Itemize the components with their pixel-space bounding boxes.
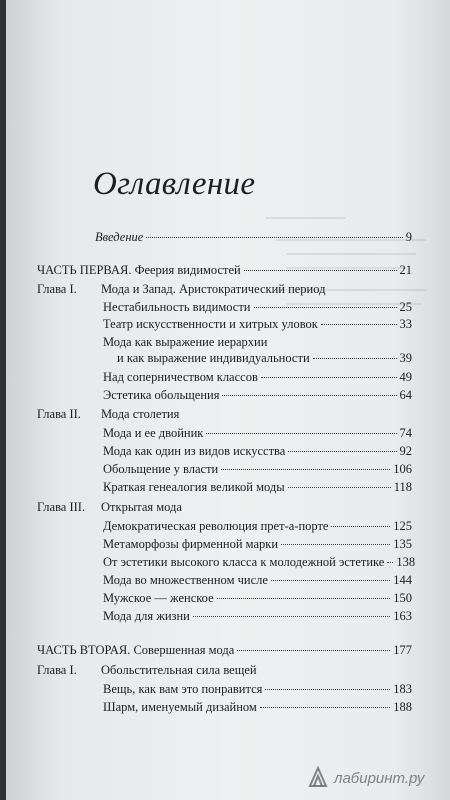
- toc-section: [103, 316, 412, 332]
- chapter-title: Мода столетия: [101, 407, 180, 421]
- leader-dots: [288, 451, 396, 452]
- section-title: Краткая генеалогия великой моды: [103, 480, 285, 494]
- section-title: Демократическая революция прет-а-порте: [103, 519, 329, 533]
- toc-section: [103, 554, 416, 570]
- toc-chapter-1-1: [37, 281, 326, 297]
- toc-section: [103, 369, 412, 385]
- toc-section: [103, 699, 412, 715]
- section-title: Мода во множественном числе: [103, 573, 268, 587]
- chapter-title: Обольстительная сила вещей: [101, 663, 257, 677]
- leader-dots: [254, 307, 397, 308]
- section-page: 125: [393, 519, 412, 533]
- section-title: Мужское — женское: [103, 591, 214, 605]
- section-page: 138: [396, 555, 416, 569]
- chapter-label: Глава III.: [37, 500, 86, 514]
- section-page: 188: [393, 700, 412, 714]
- section-title: Мода и ее двойник: [103, 426, 204, 440]
- toc-part-2: [37, 642, 412, 658]
- toc-section: [103, 572, 412, 588]
- section-page: 64: [399, 388, 412, 402]
- section-title: Эстетика обольщения: [103, 388, 220, 402]
- toc-section: [103, 681, 412, 697]
- section-title-line1: Мода как выражение иерархии: [103, 335, 268, 349]
- section-page: 106: [393, 462, 412, 476]
- leader-dots: [261, 377, 397, 378]
- toc-chapter-1-2: [37, 406, 179, 422]
- leader-dots: [193, 616, 390, 617]
- section-page: 118: [393, 480, 412, 494]
- chapter-title: Мода и Запад. Аристократический период: [101, 282, 326, 296]
- toc-part-title: ЧАСТЬ ВТОРАЯ. Совершенная мода: [37, 643, 235, 657]
- section-page: 150: [393, 591, 412, 605]
- toc-section: [103, 425, 412, 441]
- toc-section: [103, 608, 412, 624]
- toc-part-page: 21: [399, 263, 412, 277]
- toc-chapter-2-1: [37, 662, 257, 678]
- section-page: 135: [393, 537, 412, 551]
- toc-part-1: [37, 262, 412, 278]
- toc-section: [103, 387, 412, 403]
- leader-dots: [281, 544, 390, 545]
- section-page: 49: [399, 370, 412, 384]
- toc-section: [117, 350, 412, 366]
- section-page: 163: [393, 609, 412, 623]
- leader-dots: [146, 237, 402, 238]
- section-page: 74: [399, 426, 412, 440]
- leader-dots: [260, 707, 390, 708]
- leader-dots: [313, 358, 397, 359]
- section-title: Метаморфозы фирменной марки: [103, 537, 279, 551]
- section-title: Обольщение у власти: [103, 462, 219, 476]
- toc-chapter-1-3: [37, 499, 182, 515]
- toc-section: [103, 479, 412, 495]
- leader-dots: [387, 562, 393, 563]
- toc-section: [103, 536, 412, 552]
- toc-section: [103, 443, 412, 459]
- chapter-label: Глава II.: [37, 407, 81, 421]
- section-title: Шарм, именуемый дизайном: [103, 700, 257, 714]
- toc-section: [103, 461, 412, 477]
- section-page: 39: [399, 351, 412, 365]
- section-page: 33: [399, 317, 412, 331]
- leader-dots: [244, 270, 397, 271]
- toc-section: [103, 299, 412, 315]
- section-page: 92: [399, 444, 412, 458]
- section-title: Мода как один из видов искусства: [103, 444, 286, 458]
- leader-dots: [288, 487, 391, 488]
- section-title: От эстетики высокого класса к молодежной эстетике: [103, 555, 385, 569]
- toc-entry-intro: [95, 229, 412, 245]
- leader-dots: [265, 689, 390, 690]
- section-title: Мода для жизни: [103, 609, 190, 623]
- leader-dots: [331, 526, 390, 527]
- leader-dots: [271, 580, 390, 581]
- leader-dots: [217, 598, 391, 599]
- toc-entry-label: Введение: [95, 230, 144, 244]
- section-title-line2: и как выражение индивидуальности: [117, 351, 310, 365]
- toc-entry-page: 9: [405, 230, 412, 244]
- toc-section: [103, 590, 412, 606]
- toc-title: Оглавление: [93, 166, 256, 202]
- section-title: Нестабильность видимости: [103, 300, 251, 314]
- leader-dots: [237, 650, 390, 651]
- watermark-text: лабиринт.ру: [334, 770, 425, 787]
- section-page: 183: [393, 682, 412, 696]
- leader-dots: [222, 395, 396, 396]
- chapter-label: Глава I.: [37, 282, 77, 296]
- section-page: 25: [399, 300, 412, 314]
- leader-dots: [321, 324, 397, 325]
- section-title: Театр искусственности и хитрых уловок: [103, 317, 318, 331]
- section-page: 144: [393, 573, 412, 587]
- toc-section: [103, 518, 412, 534]
- section-title: Над соперничеством классов: [103, 370, 258, 384]
- chapter-label: Глава I.: [37, 663, 77, 677]
- leader-dots: [221, 469, 390, 470]
- chapter-title: Открытая мода: [101, 500, 182, 514]
- book-page: [6, 0, 450, 800]
- section-title: Вещь, как вам это понравится: [103, 682, 263, 696]
- labirint-logo-icon: [304, 764, 332, 790]
- leader-dots: [206, 433, 396, 434]
- toc-part-page: 177: [393, 643, 412, 657]
- toc-part-title: ЧАСТЬ ПЕРВАЯ. Феерия видимостей: [37, 263, 241, 277]
